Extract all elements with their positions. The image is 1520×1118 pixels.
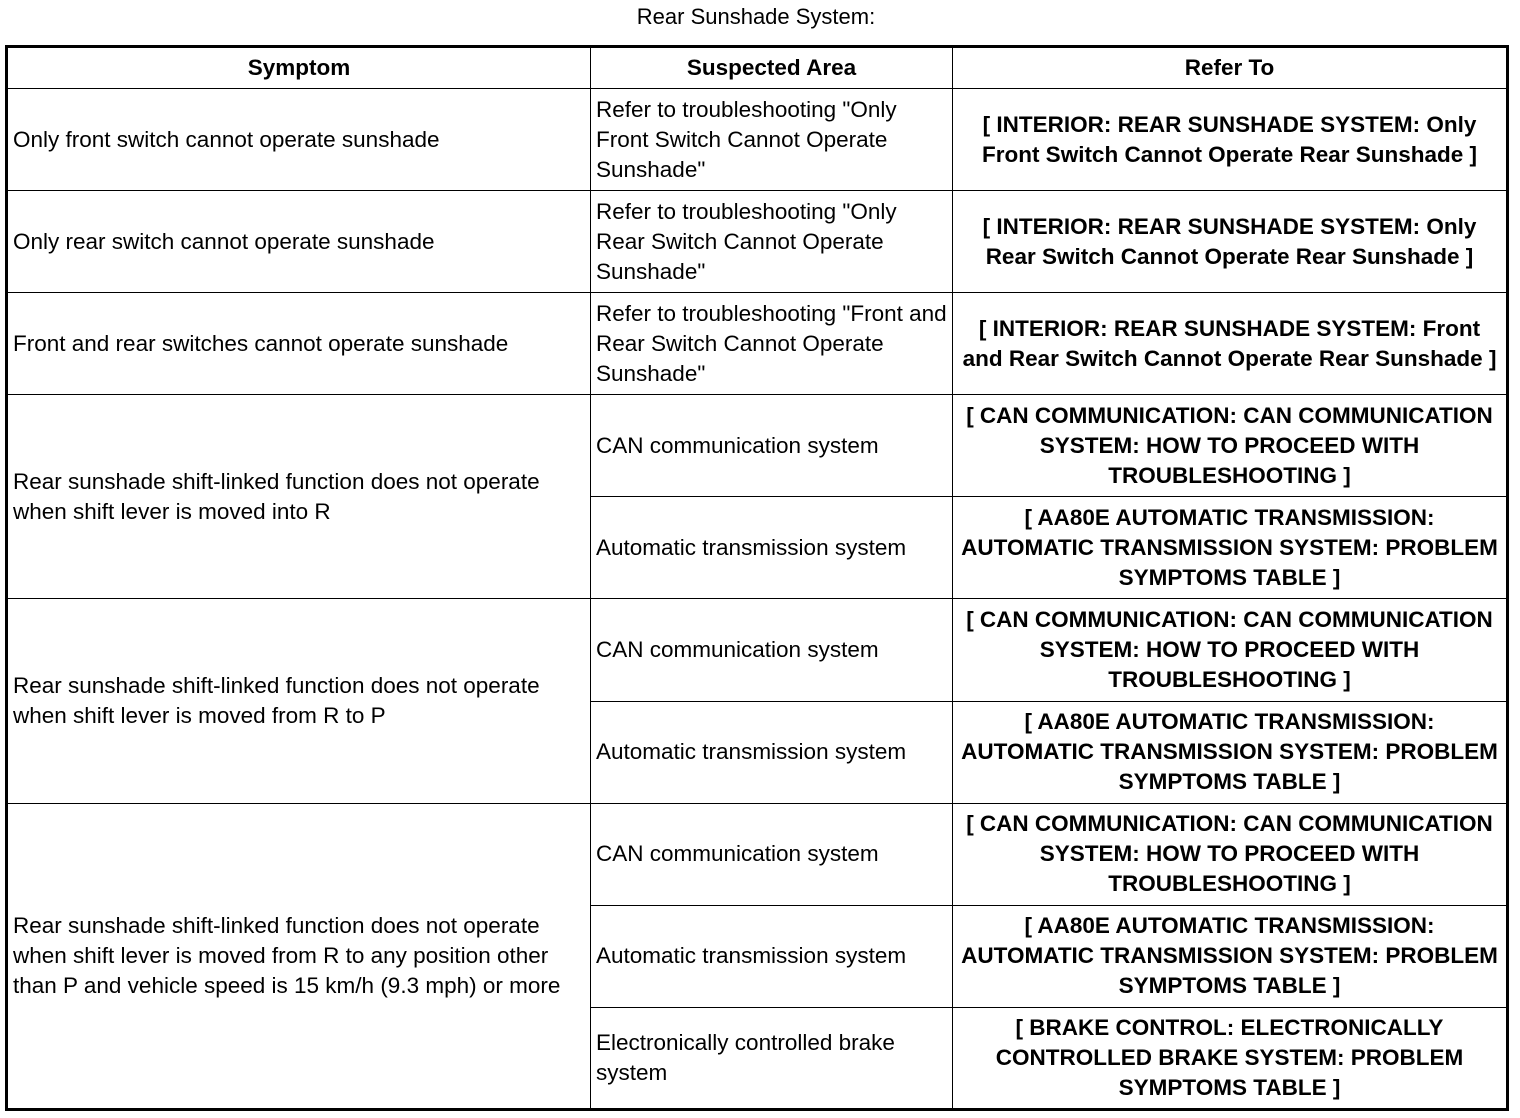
refer-to-link[interactable]: [ BRAKE CONTROL: ELECTRONICALLY CONTROLLED BRAKE SYSTEM: PROBLEM SYMPTOMS TABLE ] bbox=[953, 1007, 1508, 1109]
refer-to-link[interactable]: [ AA80E AUTOMATIC TRANSMISSION: AUTOMATIC TRANSMISSION SYSTEM: PROBLEM SYMPTOMS TABLE ] bbox=[953, 905, 1508, 1007]
header-row bbox=[7, 47, 1508, 89]
refer-to-link[interactable]: [ INTERIOR: REAR SUNSHADE SYSTEM: Only Rear Switch Cannot Operate Rear Sunshade ] bbox=[953, 191, 1508, 293]
page-title: Rear Sunshade System: bbox=[636, 4, 876, 29]
suspected-area-cell: Automatic transmission system bbox=[591, 905, 953, 1007]
table-row bbox=[7, 191, 1508, 293]
suspected-area-cell: Automatic transmission system bbox=[591, 701, 953, 803]
symptom-cell: Rear sunshade shift-linked function does not operate when shift lever is moved from R to P bbox=[7, 599, 591, 803]
suspected-area-cell: CAN communication system bbox=[591, 803, 953, 905]
header-suspected-area: Suspected Area bbox=[591, 47, 953, 89]
suspected-area-cell: CAN communication system bbox=[591, 395, 953, 497]
refer-to-link[interactable]: [ CAN COMMUNICATION: CAN COMMUNICATION SYSTEM: HOW TO PROCEED WITH TROUBLESHOOTING ] bbox=[953, 599, 1508, 701]
refer-to-link[interactable]: [ AA80E AUTOMATIC TRANSMISSION: AUTOMATIC TRANSMISSION SYSTEM: PROBLEM SYMPTOMS TABLE ] bbox=[953, 701, 1508, 803]
header-symptom: Symptom bbox=[7, 47, 591, 89]
refer-to-link[interactable]: [ AA80E AUTOMATIC TRANSMISSION: AUTOMATIC TRANSMISSION SYSTEM: PROBLEM SYMPTOMS TABLE ] bbox=[953, 497, 1508, 599]
suspected-area-cell: Refer to troubleshooting "Only Rear Switch Cannot Operate Sunshade" bbox=[591, 191, 953, 293]
refer-to-link[interactable]: [ CAN COMMUNICATION: CAN COMMUNICATION SYSTEM: HOW TO PROCEED WITH TROUBLESHOOTING ] bbox=[953, 803, 1508, 905]
refer-to-link[interactable]: [ INTERIOR: REAR SUNSHADE SYSTEM: Only Front Switch Cannot Operate Rear Sunshade ] bbox=[953, 89, 1508, 191]
refer-to-link[interactable]: [ CAN COMMUNICATION: CAN COMMUNICATION SYSTEM: HOW TO PROCEED WITH TROUBLESHOOTING ] bbox=[953, 395, 1508, 497]
symptom-cell: Rear sunshade shift-linked function does not operate when shift lever is moved from R to any position other than P and vehicle speed is 15 km/h (9.3 mph) or more bbox=[7, 803, 591, 1109]
suspected-area-cell: Automatic transmission system bbox=[591, 497, 953, 599]
table-row bbox=[7, 803, 1508, 905]
refer-to-link[interactable]: [ INTERIOR: REAR SUNSHADE SYSTEM: Front and Rear Switch Cannot Operate Rear Sunshade ] bbox=[953, 293, 1508, 395]
suspected-area-cell: Refer to troubleshooting "Front and Rear Switch Cannot Operate Sunshade" bbox=[591, 293, 953, 395]
symptom-cell: Only front switch cannot operate sunshade bbox=[7, 89, 591, 191]
symptom-cell: Front and rear switches cannot operate sunshade bbox=[7, 293, 591, 395]
suspected-area-cell: Electronically controlled brake system bbox=[591, 1007, 953, 1109]
symptom-cell: Only rear switch cannot operate sunshade bbox=[7, 191, 591, 293]
table-row bbox=[7, 293, 1508, 395]
table-row bbox=[7, 599, 1508, 701]
problem-symptoms-table bbox=[5, 45, 1509, 1111]
table-row bbox=[7, 89, 1508, 191]
symptom-cell: Rear sunshade shift-linked function does not operate when shift lever is moved into R bbox=[7, 395, 591, 599]
header-refer-to: Refer To bbox=[953, 47, 1508, 89]
suspected-area-cell: CAN communication system bbox=[591, 599, 953, 701]
table-row bbox=[7, 395, 1508, 497]
suspected-area-cell: Refer to troubleshooting "Only Front Switch Cannot Operate Sunshade" bbox=[591, 89, 953, 191]
